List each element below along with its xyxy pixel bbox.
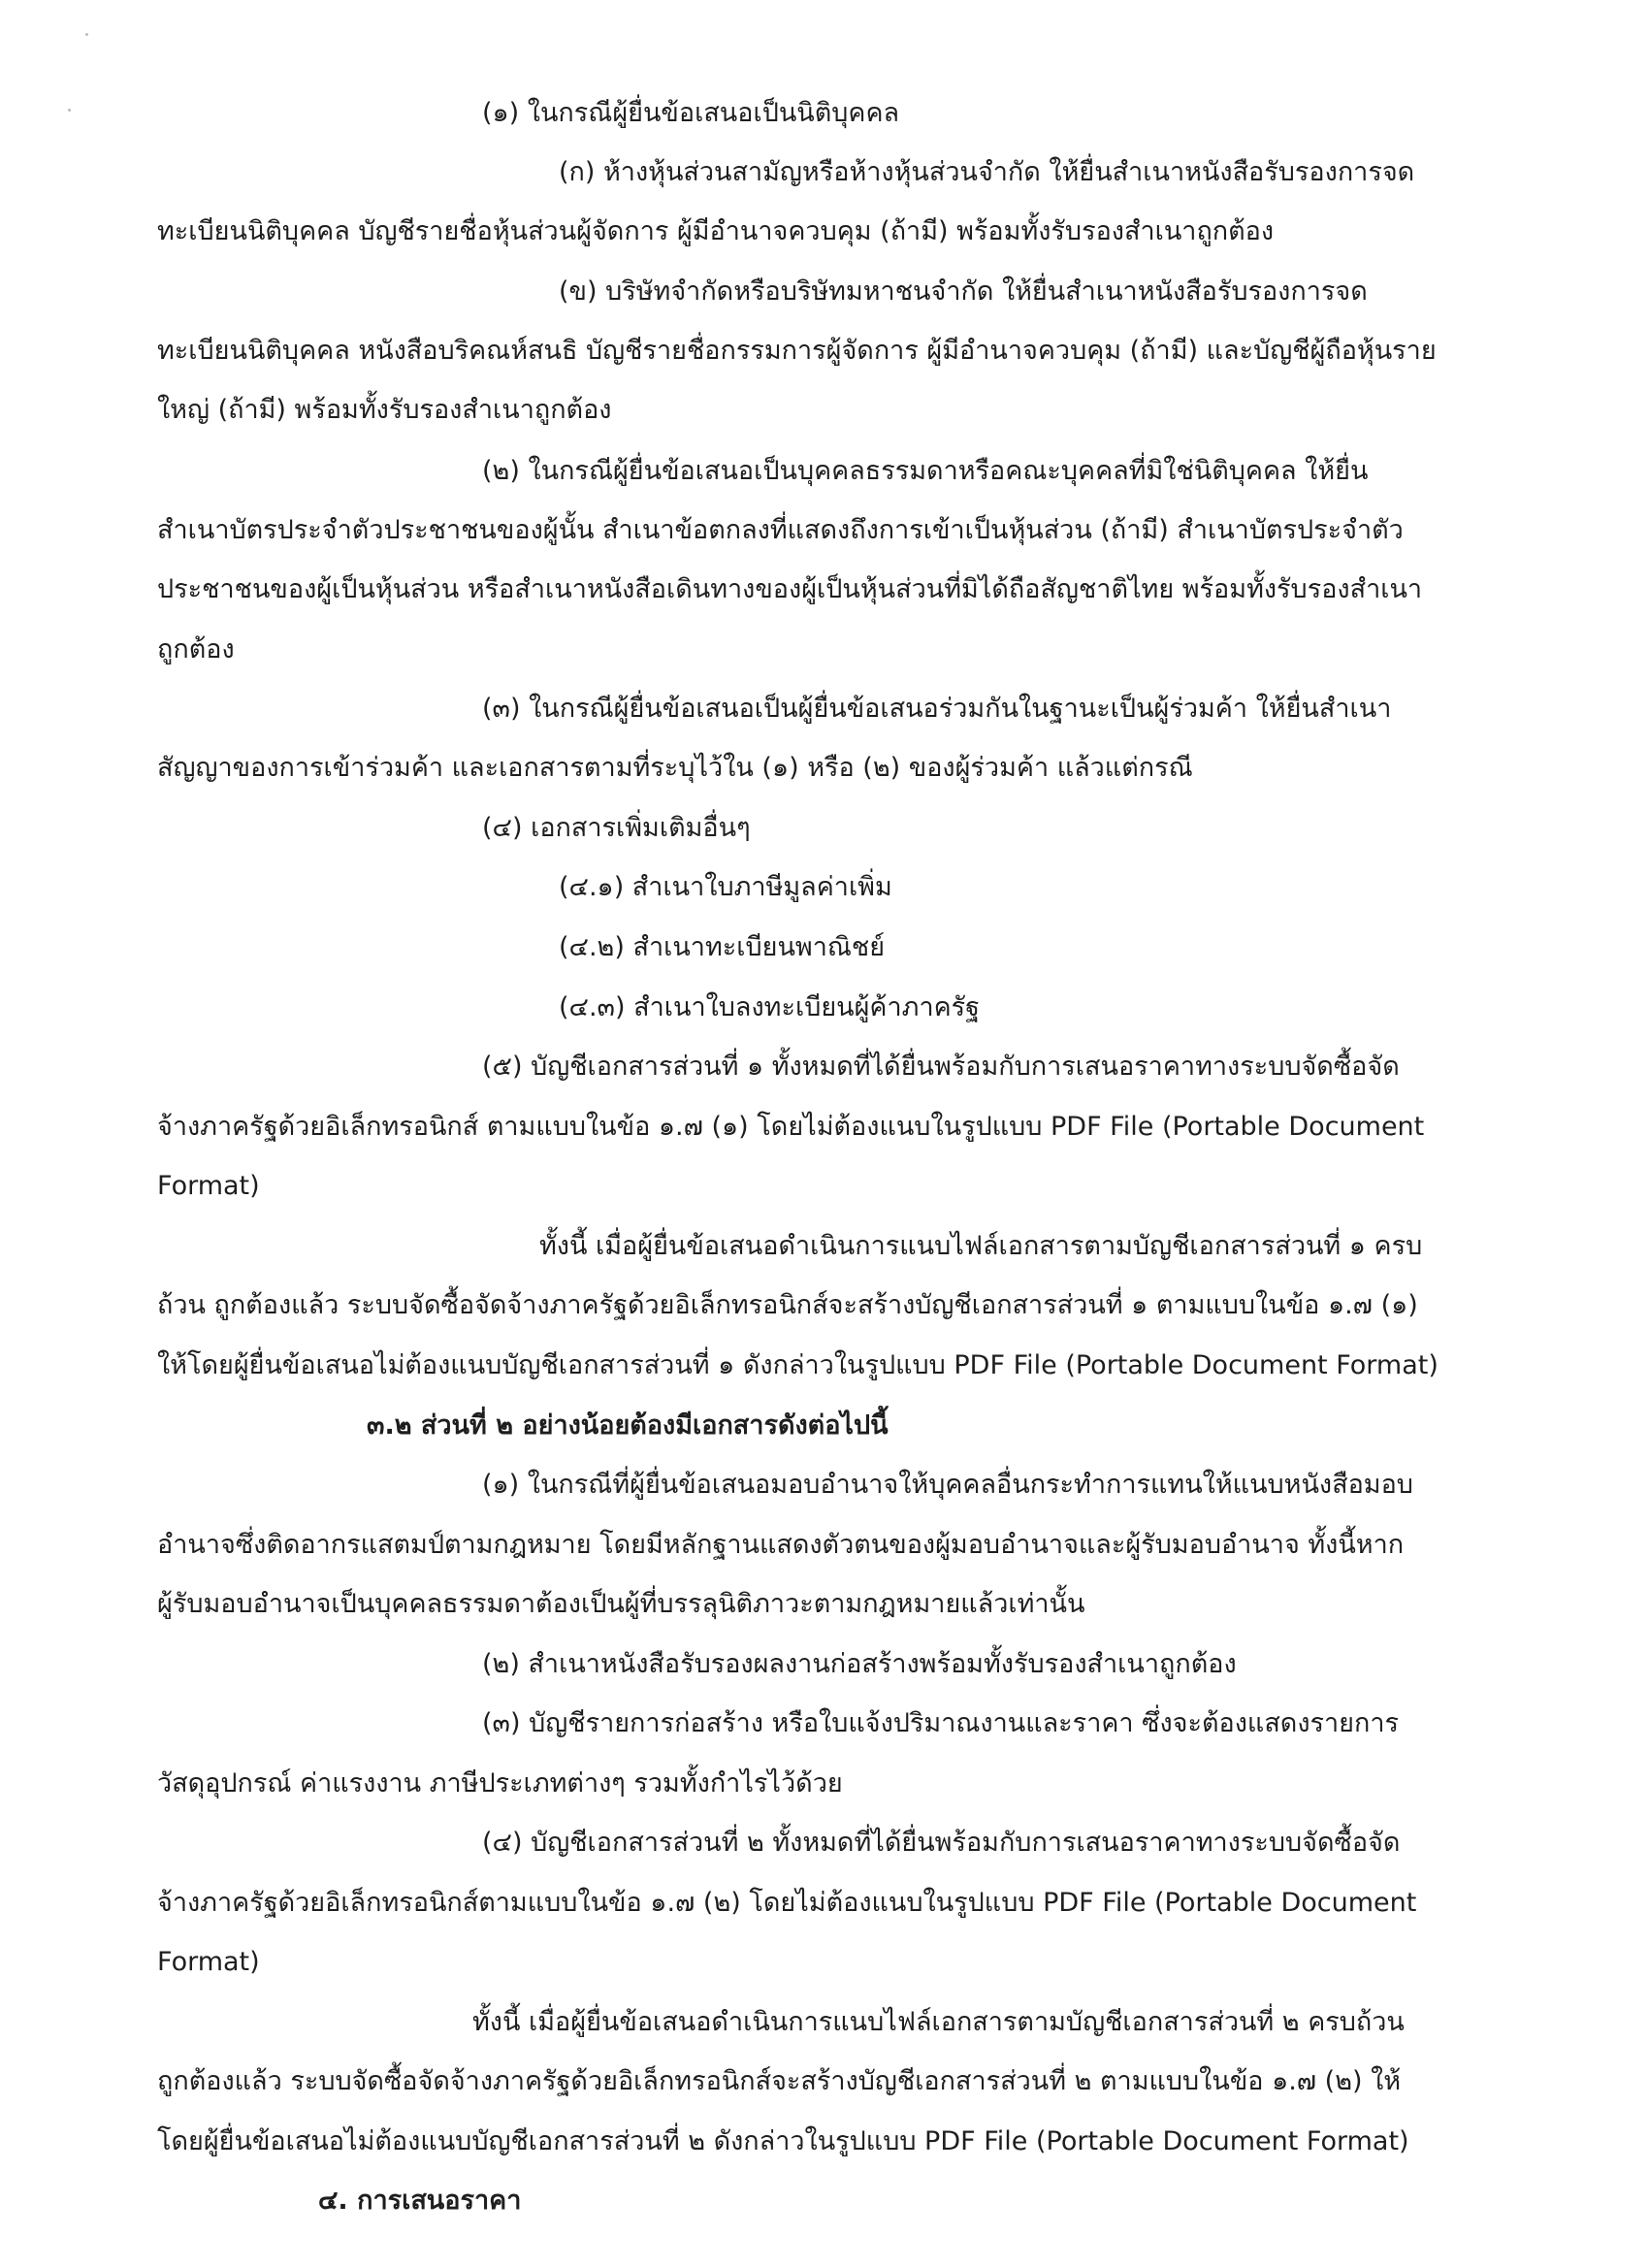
doc-line: (ก) ห้างหุ้นส่วนสามัญหรือห้างหุ้นส่วนจำกัด ให้ยื่นสำเนาหนังสือรับรองการจด <box>559 157 1415 187</box>
scan-speck <box>68 109 71 112</box>
section-heading: ๓.๒ ส่วนที่ ๒ อย่างน้อยต้องมีเอกสารดังต่อไปนี้ <box>367 1410 889 1441</box>
doc-line: ถูกต้อง <box>157 634 235 664</box>
doc-line: (๔) บัญชีเอกสารส่วนที่ ๒ ทั้งหมดที่ได้ยื่นพร้อมกับการเสนอราคาทางระบบจัดซื้อจัด <box>482 1828 1401 1858</box>
doc-line: (๔.๑) สำเนาใบภาษีมูลค่าเพิ่ม <box>559 872 892 902</box>
doc-line: โดยผู้ยื่นข้อเสนอไม่ต้องแนบบัญชีเอกสารส่วนที่ ๒ ดังกล่าวในรูปแบบ PDF File (Portable Document Format) <box>157 2126 1409 2156</box>
doc-line: จ้างภาครัฐด้วยอิเล็กทรอนิกส์ ตามแบบในข้อ ๑.๗ (๑) โดยไม่ต้องแนบในรูปแบบ PDF File (Portable Document <box>157 1112 1425 1142</box>
doc-line: (๑) ในกรณีผู้ยื่นข้อเสนอเป็นนิติบุคคล <box>482 98 900 128</box>
doc-line: (๔.๓) สำเนาใบลงทะเบียนผู้ค้าภาครัฐ <box>559 992 981 1022</box>
doc-line: ทั้งนี้ เมื่อผู้ยื่นข้อเสนอดำเนินการแนบไฟล์เอกสารตามบัญชีเอกสารส่วนที่ ๒ ครบถ้วน <box>472 2007 1405 2037</box>
doc-line: (๓) ในกรณีผู้ยื่นข้อเสนอเป็นผู้ยื่นข้อเสนอร่วมกันในฐานะเป็นผู้ร่วมค้า ให้ยื่นสำเนา <box>482 694 1392 724</box>
section-heading: ๔. การเสนอราคา <box>318 2186 522 2216</box>
doc-line: ทะเบียนนิติบุคคล หนังสือบริคณห์สนธิ บัญชีรายชื่อกรรมการผู้จัดการ ผู้มีอำนาจควบคุม (ถ้ามี) และบัญชีผู้ถือหุ้นราย <box>157 336 1437 366</box>
doc-line: วัสดุอุปกรณ์ ค่าแรงงาน ภาษีประเภทต่างๆ รวมทั้งกำไรไว้ด้วย <box>157 1768 843 1798</box>
doc-line: จ้างภาครัฐด้วยอิเล็กทรอนิกส์ตามแบบในข้อ ๑.๗ (๒) โดยไม่ต้องแนบในรูปแบบ PDF File (Portable Document <box>157 1888 1417 1918</box>
doc-line: (ข) บริษัทจำกัดหรือบริษัทมหาชนจำกัด ให้ยื่นสำเนาหนังสือรับรองการจด <box>559 276 1368 307</box>
doc-line: (๒) สำเนาหนังสือรับรองผลงานก่อสร้างพร้อมทั้งรับรองสำเนาถูกต้อง <box>482 1649 1237 1679</box>
scan-speck <box>85 33 88 36</box>
doc-line: ทะเบียนนิติบุคคล บัญชีรายชื่อหุ้นส่วนผู้จัดการ ผู้มีอำนาจควบคุม (ถ้ามี) พร้อมทั้งรับรองสำเนาถูกต้อง <box>157 216 1275 246</box>
doc-line: อำนาจซึ่งติดอากรแสตมป์ตามกฎหมาย โดยมีหลักฐานแสดงตัวตนของผู้มอบอำนาจและผู้รับมอบอำนาจ ทั้งนี้หาก <box>157 1530 1405 1560</box>
doc-line: ใหญ่ (ถ้ามี) พร้อมทั้งรับรองสำเนาถูกต้อง <box>157 395 612 425</box>
doc-line: (๕) บัญชีเอกสารส่วนที่ ๑ ทั้งหมดที่ได้ยื่นพร้อมกับการเสนอราคาทางระบบจัดซื้อจัด <box>482 1052 1400 1082</box>
doc-line: (๔) เอกสารเพิ่มเติมอื่นๆ <box>482 813 751 843</box>
doc-line: (๓) บัญชีรายการก่อสร้าง หรือใบแจ้งปริมาณงานและราคา ซึ่งจะต้องแสดงรายการ <box>482 1708 1400 1738</box>
doc-line: ให้โดยผู้ยื่นข้อเสนอไม่ต้องแนบบัญชีเอกสารส่วนที่ ๑ ดังกล่าวในรูปแบบ PDF File (Portable Document Format) <box>157 1350 1439 1380</box>
doc-line: (๔.๒) สำเนาทะเบียนพาณิชย์ <box>559 932 886 962</box>
doc-line: สำเนาบัตรประจำตัวประชาชนของผู้นั้น สำเนาข้อตกลงที่แสดงถึงการเข้าเป็นหุ้นส่วน (ถ้ามี) สำเนาบัตรประจำตัว <box>157 515 1404 545</box>
doc-line: (๒) ในกรณีผู้ยื่นข้อเสนอเป็นบุคคลธรรมดาหรือคณะบุคคลที่มิใช่นิติบุคคล ให้ยื่น <box>482 456 1369 486</box>
doc-line: Format) <box>157 1171 260 1201</box>
doc-line: ทั้งนี้ เมื่อผู้ยื่นข้อเสนอดำเนินการแนบไฟล์เอกสารตามบัญชีเอกสารส่วนที่ ๑ ครบ <box>539 1231 1423 1261</box>
doc-line: ประชาชนของผู้เป็นหุ้นส่วน หรือสำเนาหนังสือเดินทางของผู้เป็นหุ้นส่วนที่มิได้ถือสัญชาติไทย พร้อมทั้งรับรองสำเนา <box>157 574 1423 604</box>
doc-line: ถูกต้องแล้ว ระบบจัดซื้อจัดจ้างภาครัฐด้วยอิเล็กทรอนิกส์จะสร้างบัญชีเอกสารส่วนที่ ๒ ตามแบบในข้อ ๑.๗ (๒) ให้ <box>157 2066 1402 2096</box>
doc-line: Format) <box>157 1947 260 1977</box>
doc-line: ถ้วน ถูกต้องแล้ว ระบบจัดซื้อจัดจ้างภาครัฐด้วยอิเล็กทรอนิกส์จะสร้างบัญชีเอกสารส่วนที่ ๑ ตามแบบในข้อ ๑.๗ (๑) <box>157 1290 1418 1320</box>
doc-line: (๑) ในกรณีที่ผู้ยื่นข้อเสนอมอบอำนาจให้บุคคลอื่นกระทำการแทนให้แนบหนังสือมอบ <box>482 1470 1413 1500</box>
doc-line: ผู้รับมอบอำนาจเป็นบุคคลธรรมดาต้องเป็นผู้ที่บรรลุนิติภาวะตามกฎหมายแล้วเท่านั้น <box>157 1589 1085 1619</box>
doc-line: สัญญาของการเข้าร่วมค้า และเอกสารตามที่ระบุไว้ใน (๑) หรือ (๒) ของผู้ร่วมค้า แล้วแต่กรณี <box>157 753 1193 783</box>
